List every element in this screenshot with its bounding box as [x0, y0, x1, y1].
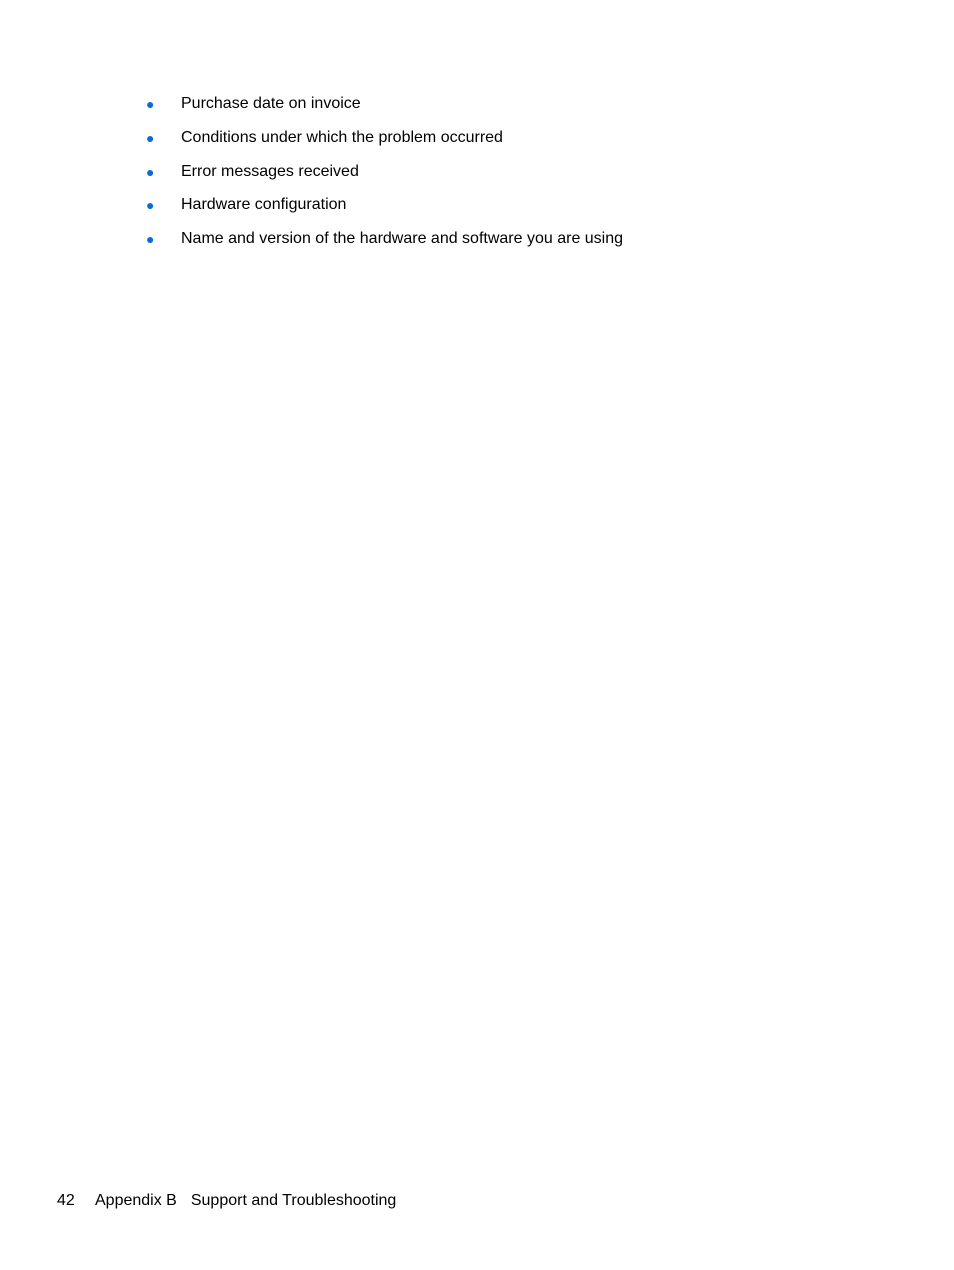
- footer-section-title: Support and Troubleshooting: [190, 1192, 397, 1209]
- list-item-text: Purchase date on invoice: [181, 95, 361, 112]
- footer-appendix-label: Appendix B: [95, 1192, 177, 1209]
- bullet-icon: ●: [146, 96, 155, 112]
- bullet-icon: ●: [146, 197, 155, 214]
- list-item-text: Name and version of the hardware and software you are using: [181, 230, 624, 248]
- page-number: 42: [57, 1192, 75, 1209]
- list-item-text: Hardware configuration: [181, 196, 347, 214]
- bullet-icon: ●: [146, 129, 155, 146]
- bullet-icon: ●: [146, 231, 155, 248]
- bullet-icon: ●: [146, 163, 155, 180]
- list-item-text: Conditions under which the problem occurred: [181, 128, 503, 146]
- page-footer: [57, 1191, 396, 1211]
- list-item-text: Error messages received: [181, 162, 359, 180]
